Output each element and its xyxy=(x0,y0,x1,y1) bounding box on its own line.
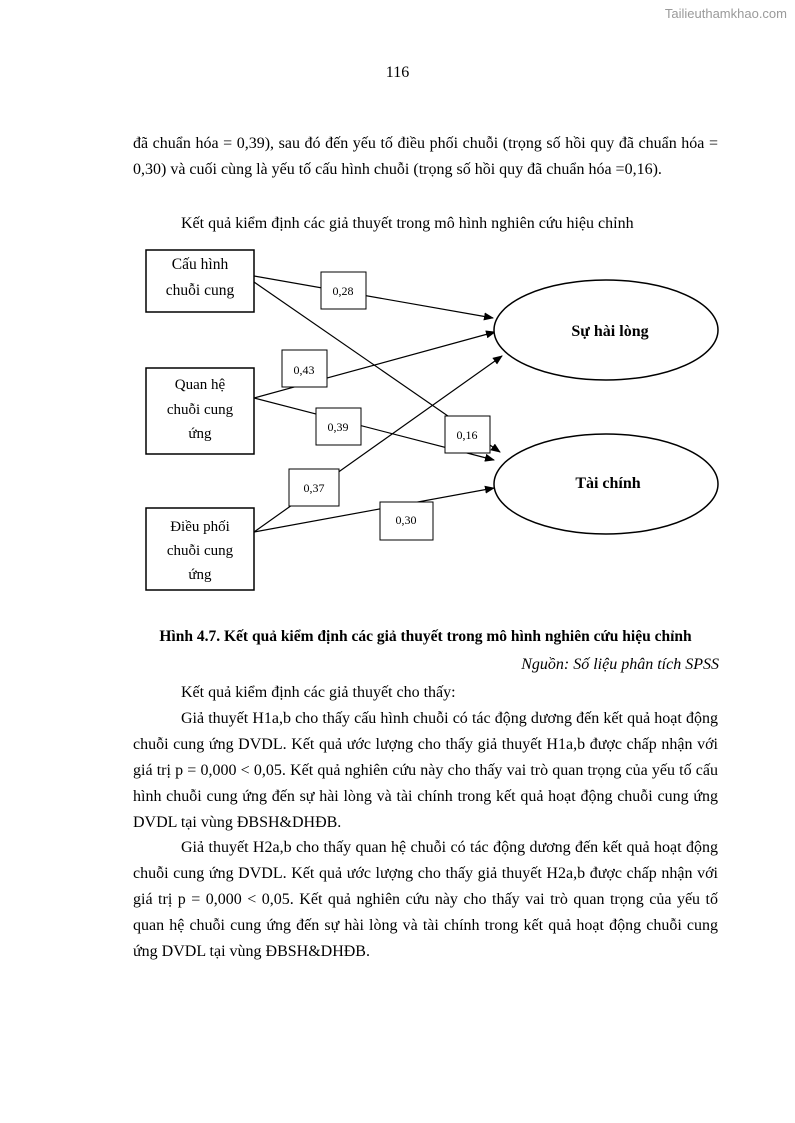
weight-value: 0,30 xyxy=(395,513,417,527)
weight-value: 0,43 xyxy=(293,363,315,377)
weight-label-0-30 xyxy=(380,502,433,540)
intro-paragraph: đã chuẩn hóa = 0,39), sau đó đến yếu tố điều phối chuỗi (trọng số hồi quy đã chuẩn hóa = 0,30) và cuối cùng là yếu tố cấu hình chuỗi (trọng số hồi quy đã chuẩn hóa =0,16). xyxy=(133,135,718,178)
weight-label-0-16 xyxy=(445,416,490,453)
source-label-line: chuỗi cung xyxy=(166,543,234,559)
source-label-line: Điều phối xyxy=(170,519,230,535)
figure-caption: Hình 4.7. Kết quả kiểm định các giả thuyết trong mô hình nghiên cứu hiệu chỉnh xyxy=(159,628,692,645)
weight-label-0-37 xyxy=(289,469,339,506)
target-tai-chinh xyxy=(494,434,718,534)
source-box-quan-he xyxy=(146,368,254,454)
path-arrow-cau-hinh-to-su-hai-long xyxy=(254,276,493,318)
weight-value: 0,28 xyxy=(332,284,354,298)
weight-value: 0,39 xyxy=(327,420,349,434)
weight-label-0-39 xyxy=(316,408,361,445)
weight-label-0-28 xyxy=(321,272,366,309)
hypothesis-h1-paragraph: Giả thuyết H1a,b cho thấy cấu hình chuỗi có tác động dương đến kết quả hoạt động chuỗi cung ứng DVDL. Kết quả ước lượng cho thấy giả thuyết H1a,b được chấp nhận với giá trị p = 0,000 < 0,05. Kết quả nghiên cứu này cho thấy vai trò quan trọng của yếu tố cấu hình chuỗi cung ứng đến sự hài lòng và tài chính trong kết quả hoạt động chuỗi cung ứng DVDL tại vùng ĐBSH&DHĐB. xyxy=(133,710,718,831)
results-intro: Kết quả kiểm định các giả thuyết cho thấy: xyxy=(181,684,456,701)
weight-value: 0,37 xyxy=(303,481,325,495)
source-box-cau-hinh xyxy=(146,250,254,312)
target-su-hai-long xyxy=(494,280,718,380)
source-label-line: chuỗi cung xyxy=(165,282,235,299)
page-number: 116 xyxy=(385,64,410,81)
watermark: Tailieuthamkhao.com xyxy=(664,6,787,21)
target-label: Sự hài lòng xyxy=(571,323,649,340)
source-box-dieu-phoi xyxy=(146,508,254,590)
weight-label-0-43 xyxy=(282,350,327,387)
figure-source: Nguồn: Số liệu phân tích SPSS xyxy=(521,656,719,673)
weight-value: 0,16 xyxy=(456,428,478,442)
source-label-line: Quan hệ xyxy=(174,377,226,393)
source-label-line: ứng xyxy=(188,426,212,442)
source-label-line: chuỗi cung xyxy=(166,402,234,418)
source-label-line: ứng xyxy=(188,567,212,583)
hypothesis-h2-paragraph: Giả thuyết H2a,b cho thấy quan hệ chuỗi có tác động dương đến kết quả hoạt động chuỗi cung ứng DVDL. Kết quả ước lượng cho thấy giả thuyết H2a,b được chấp nhận với giá trị p = 0,000 < 0,05. Kết quả nghiên cứu này cho thấy vai trò quan trọng của yếu tố quan hệ chuỗi cung ứng đến sự hài lòng và tài chính trong kết quả hoạt động chuỗi cung ứng DVDL tại vùng ĐBSH&DHĐB. xyxy=(133,839,718,960)
target-label: Tài chính xyxy=(575,475,641,492)
source-label-line: Cấu hình xyxy=(171,256,229,273)
figure-intro: Kết quả kiểm định các giả thuyết trong mô hình nghiên cứu hiệu chỉnh xyxy=(181,215,634,232)
